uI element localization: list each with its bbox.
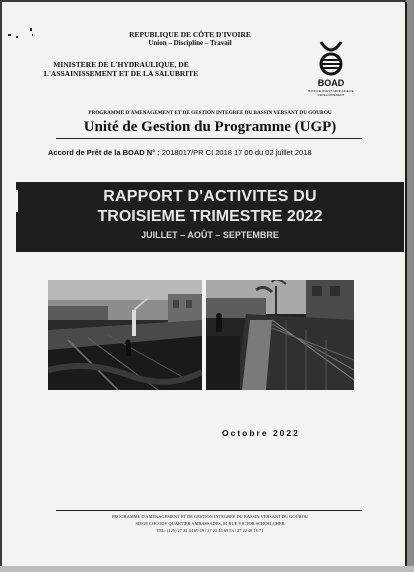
boad-logo-subtitle: BANQUE OUEST AFRICAINE DE DEVELOPPEMENT — [308, 89, 354, 97]
ministry-line-2: L'ASSAINISSEMENT ET DE LA SALUBRITE — [43, 69, 199, 78]
ministry-line-1: MINISTERE DE L'HYDRAULIQUE, DE — [53, 60, 189, 69]
footer-divider — [56, 510, 362, 511]
report-title-line-2: TROISIEME TRIMESTRE 2022 — [97, 208, 323, 225]
country-name: REPUBLIQUE DE CÔTE D'IVOIRE — [129, 30, 251, 39]
report-months: JUILLET – AOÛT – SEPTEMBRE — [141, 230, 279, 240]
scan-edge-bottom — [0, 566, 414, 572]
scan-edge-right — [406, 0, 414, 572]
scan-specks — [6, 20, 36, 50]
unit-title: Unité de Gestion du Programme (UGP) — [83, 119, 337, 135]
country-motto: Union – Discipline – Travail — [148, 39, 232, 47]
canal-works-photo — [206, 280, 354, 390]
header-divider — [56, 138, 362, 139]
footer-line-3: TEL: (225) 27 22 44 69 49 / 27 22 44 69 53 / 27 22 48 18 71 — [156, 528, 264, 533]
loan-label: Accord de Prêt de la BOAD N° : — [48, 148, 160, 157]
banner-notch — [14, 190, 18, 212]
loan-value: 2018017/PR CI 2018 17 00 du 02 juillet 2018 — [159, 148, 312, 157]
construction-site-photo — [48, 280, 202, 390]
boad-logo-name: BOAD — [317, 78, 345, 88]
report-title-banner — [16, 182, 404, 252]
programme-title: PROGRAMME D'AMENAGEMENT ET DE GESTION INTEGREE DU BASSIN VERSANT DU GOUROU — [88, 110, 332, 116]
report-date: Octobre 2022 — [222, 428, 300, 438]
footer-line-2: SIEGE COCODY QUARTIER AMBASSADES, 04 RUE VICTOR SCHOELCHER — [135, 521, 285, 526]
loan-agreement — [48, 148, 378, 157]
footer-line-1: PROGRAMME D'AMENAGEMENT ET DE GESTION INTEGREE DU BASSIN VERSANT DU GOUROU — [111, 514, 309, 519]
report-title-line-1: RAPPORT D'ACTIVITES DU — [103, 188, 317, 205]
